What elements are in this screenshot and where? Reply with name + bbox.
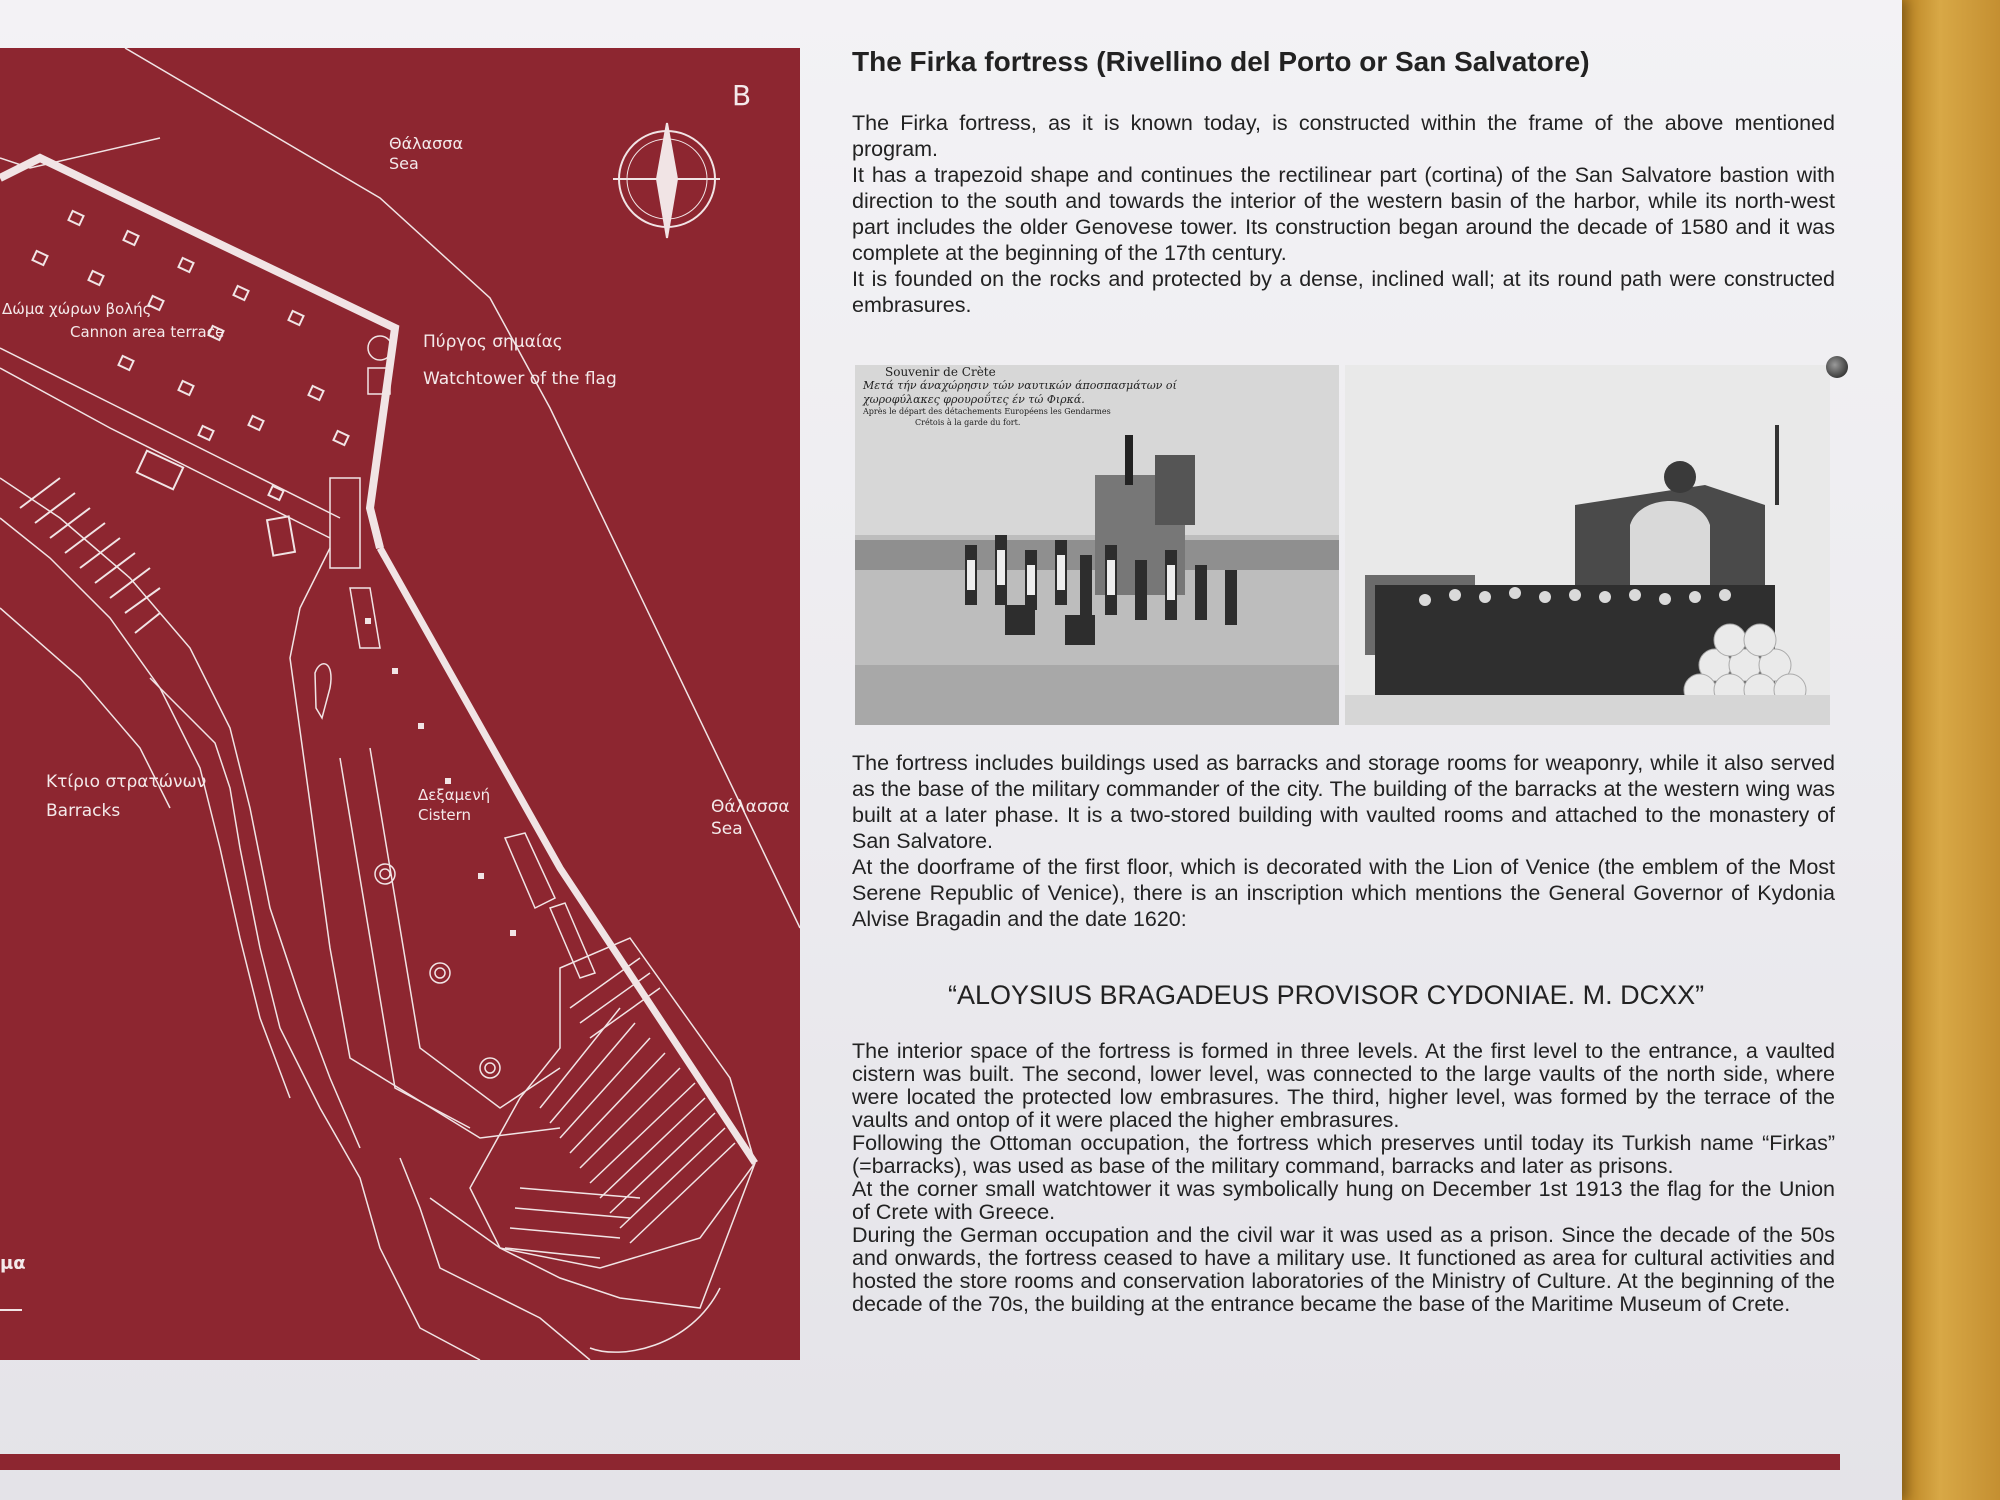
paragraph-intro	[852, 110, 1835, 318]
paragraph-intro-line: It has a trapezoid shape and continues the rectilinear part (cortina) of the San Salvatore bastion with direction to the south and towards the interior of the western basin of the harbor, while its north-west part includes the older Genovese tower. Its construction began around the decade of 1580 and it was complete at the beginning of the 17th century.	[852, 163, 1835, 265]
barracks-label-english: Barracks	[46, 801, 121, 821]
photo-caption-greek-2: χωροφύλακες φρουροΰτες έν τώ Φιρκά.	[863, 393, 1085, 406]
compass-rose-icon	[613, 123, 720, 238]
bottom-divider-bar	[0, 1454, 1840, 1470]
historic-photo-gate	[1345, 365, 1830, 725]
page-title: The Firka fortress (Rivellino del Porto or San Salvatore)	[852, 46, 1590, 77]
paragraph-history-line: The interior space of the fortress is formed in three levels. At the first level to the entrance, a vaulted cistern was built. The second, lower level, was connected to the large vaults of the north side, where were located the protected low embrasures. The third, higher level, was formed by the terrace of the vaults and ontop of it were placed the higher embrasures.	[852, 1039, 1835, 1132]
cut-off-map-label: μα	[0, 1253, 26, 1274]
sea-label-greek-right: Θάλασσα	[711, 797, 790, 817]
paragraph-history-line: At the corner small watchtower it was symbolically hung on December 1st 1913 the flag for the Union of Crete with Greece.	[852, 1177, 1835, 1224]
fortress-plan-map	[0, 48, 800, 1360]
screw-icon	[1826, 356, 1848, 378]
paragraph-history	[852, 1040, 1835, 1316]
north-marker: B	[732, 79, 752, 112]
sea-label-greek-top: Θάλασσα	[389, 134, 463, 153]
historic-photo-gendarmes	[855, 365, 1339, 725]
paragraph-intro-line: The Firka fortress, as it is known today, is constructed within the frame of the above mentioned program.	[852, 111, 1835, 161]
inscription-quote: “ALOYSIUS BRAGADEUS PROVISOR CYDONIAE. M. DCXX”	[948, 980, 1705, 1010]
photo-caption-french-1: Après le départ des détachements Européens les Gendarmes	[863, 407, 1111, 416]
paragraph-intro-line: It is founded on the rocks and protected by a dense, inclined wall; at its round path were constructed embrasures.	[852, 267, 1835, 317]
watchtower-label-english: Watchtower of the flag	[423, 369, 617, 389]
background-wall	[1900, 0, 2000, 1500]
cistern-label-greek: Δεξαμενή	[418, 786, 491, 804]
photo-caption-title: Souvenir de Crète	[885, 365, 996, 379]
paragraph-barracks-line: The fortress includes buildings used as barracks and storage rooms for weaponry, while it also served as the base of the military commander of the city. The building of the barracks at the western wing was built at a later phase. It is a two-stored building with vaulted rooms and attached to the monastery of San Salvatore.	[852, 751, 1835, 853]
sea-label-english-top: Sea	[389, 154, 419, 173]
cannon-area-label-english: Cannon area terrace	[70, 323, 225, 341]
paragraph-barracks	[852, 750, 1835, 932]
watchtower-label-greek: Πύργος σημαίας	[423, 332, 563, 352]
fortress-plan-drawing	[0, 48, 800, 1360]
photo-caption-french-2: Crétois à la garde du fort.	[915, 418, 1021, 427]
paragraph-barracks-line: At the doorframe of the first floor, which is decorated with the Lion of Venice (the emblem of the Most Serene Republic of Venice), there is an inscription which mentions the General Governor of Kydonia Alvise Bragadin and the date 1620:	[852, 855, 1835, 931]
historic-photo-gate-image	[1345, 365, 1830, 725]
barracks-label-greek: Κτίριο στρατώνων	[46, 772, 207, 792]
cistern-label-english: Cistern	[418, 806, 471, 824]
photo-caption-greek-1: Μετά τήν άναχώρησιν τών ναυτικών άποσπασμάτων οί	[863, 379, 1177, 392]
cannon-area-label-greek: Δώμα χώρων βολής	[2, 300, 152, 318]
paragraph-history-line: Following the Ottoman occupation, the fortress which preserves until today its Turkish name “Firkas” (=barracks), was used as base of the military command, barracks and later as prisons.	[852, 1131, 1835, 1178]
sea-label-english-right: Sea	[711, 819, 743, 839]
paragraph-history-line: During the German occupation and the civil war it was used as a prison. Since the decade of the 50s and onwards, the fortress ceased to have a military use. It functioned as area for cultural activities and hosted the store rooms and conservation laboratories of the Ministry of Culture. At the beginning of the decade of the 70s, the building at the entrance became the base of the Maritime Museum of Crete.	[852, 1223, 1835, 1316]
